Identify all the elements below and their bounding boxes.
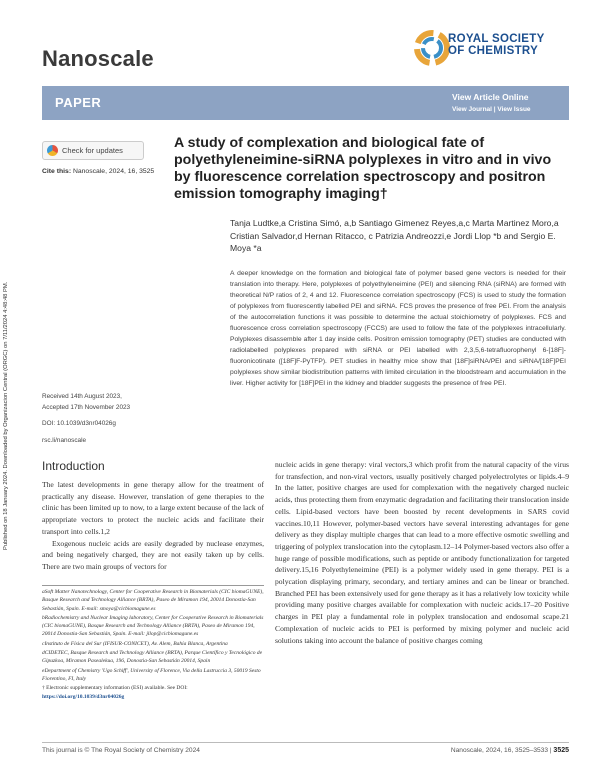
footer-citation [420, 747, 569, 754]
author-list: Tanja Ludtke,a Cristina Simó, a,b Santiago Gimenez Reyes,a,c Marta Martinez Moro,a Cristian Salvador,d Hernan Ritacco, c Patrizia Andreozzi,e Jordi Llop *b and Sergio E. Moya *a [230, 218, 559, 254]
esi-text: † Electronic supplementary information (ESI) available. See DOI: [42, 685, 188, 692]
published-sidebar [0, 130, 12, 550]
crossmark-icon [47, 145, 58, 156]
view-journal-issue-links[interactable]: View Journal | View Issue [452, 106, 531, 113]
publisher-line-2: OF CHEMISTRY [448, 45, 539, 57]
check-for-updates-button[interactable] [42, 141, 144, 160]
article-type-label: PAPER [55, 95, 102, 110]
footer-divider [42, 742, 569, 743]
intro-paragraph-2: Exogenous nucleic acids are easily degraded by nuclease enzymes, and being negatively charged, they are not easily taken up by cells. There are two main groups of vectors for [42, 538, 264, 571]
intro-left-column [42, 479, 264, 573]
section-heading-introduction: Introduction [42, 459, 105, 473]
affiliation-footnotes [42, 588, 264, 702]
journal-site-link[interactable]: rsc.li/nanoscale [42, 436, 87, 444]
footnote-a: aSoft Matter Nanotechnology, Center for Cooperative Research in Biomaterials (CIC biomaGUNE), Basque Research and Technology Alliance (BRTA), Paseo de Miramon 194, 20014 Donostia-San Sebastián, Spain. E-mail: smoya@cicbiomagune.es [42, 589, 264, 612]
publisher-name [448, 33, 545, 57]
article-doi[interactable]: DOI: 10.1039/d3nr04026g [42, 420, 116, 427]
journal-title: Nanoscale [42, 46, 154, 71]
published-note: Published on 18 January 2024. Downloaded by Organizacion Central (ORGC) on 7/11/2024 4:48:48 PM. [3, 281, 9, 550]
footnote-d: dCIDETEC, Basque Research and Technology Alliance (BRTA), Parque Científico y Tecnológico de Gipuzkoa, Miramon Pasealekua, 196, Donostia-San Sebastián 20014, Spain [42, 650, 263, 665]
citation [42, 168, 154, 175]
esi-footnote [42, 684, 264, 701]
abstract: A deeper knowledge on the formation and biological fate of polymer based gene vectors is needed for their translation into therapy. Here, polyplexes of polyethyleneimine (PEI) and silencing RNA (siRNA) are formed with theoretical N/P ratios of 2, 4 and 12. Fluorescence correlation spectroscopy (FCS) is used to study the formation of polyplexes from fluorescently labelled PEI and siRNA. FCS proves the presence of free PEI. From the analysis of the autocorrelation functions it was possible to determine the actual stoichiometry of polyplexes. FCS and fluorescence cross correlation spectroscopy (FCCS) are used to follow the fate of the polyplexes intracellularly. Polyplexes disassemble after 1 day inside cells. Positron emission tomography (PET) studies are conducted with radiolabelled polyplexes prepared with siRNA or PEI labelled with 2,3,5,6-tetrafluorophenyl 6-[18F]-fluoronicotinate ([18F]F-PyTFP). PET studies in healthy mice show that [18F]siRNA/PEI and siRNA/[18F]PEI polyplexes show similar biodistribution patterns with limited circulation in the bloodstream and accumulation in the liver. Higher activity for [18F]PEI in the kidney and bladder suggests the presence of free PEI. [230, 270, 566, 388]
received-date: Received 14th August 2023, [42, 393, 122, 400]
footnote-divider [42, 585, 264, 586]
citation-text: Nanoscale, 2024, 16, 3525 [72, 168, 155, 175]
footnote-e: eDepartment of Chemistry 'Ugo Schiff', University of Florence, Via della Lastruccia 3, 50019 Sesto Fiorentino, FI, Italy [42, 667, 261, 682]
footer-copyright: This journal is © The Royal Society of Chemistry 2024 [42, 747, 200, 754]
check-for-updates-label: Check for updates [62, 146, 123, 155]
intro-paragraph-3: nucleic acids in gene therapy: viral vectors,3 which profit from the natural capacity of the virus for transfection, and non-viral vectors, usually positively charged polyelectrolytes or lipids.4–9 In the latter, positive charges are used for complexation with the negatively charged nucleic acids, thus protecting them from enzymatic degradation and facilitating their translocation inside cells. Lipid-based vectors have been boosted by recent developments in SARS covid vaccines.10,11 However, polymer-based vectors have several interesting advantages for gene delivery as they display multiple charges that can lead to a more effective osmotic swelling and triggering of polyplex translocation into the cytoplasm.12–14 Polymer-based vectors also offer a huge range of possible modifications, such as peptide or antibody functionalization for targeted delivery.15,16 Polyethyleneimine (PEI) is a polymer widely used in gene therapy. PEI is a polycation displaying primary, secondary, and tertiary amines and can be linear or branched. Branched PEI has been extensively used for gene therapy as it has a relatively low toxicity while providing many positive charges available for complexation with nucleic acids.17–20 Positive charges in PEI play a fundamental role in polyplex translocation and endosomal scape.21 Complexation of nucleic acids to PEI is performed by mixing polymer and nucleic acid solutions taking into account the balance of positive charges coming [275, 460, 569, 645]
view-article-online-link[interactable]: View Article Online [452, 92, 529, 102]
footnote-c: cInstituto de Física del Sur (IFISUR-CONICET), Av. Alem, Bahía Blanca, Argentina [42, 640, 228, 647]
article-title: A study of complexation and biological fate of polyethyleneimine-siRNA polyplexes in vitro and in vivo by fluorescence correlation spectroscopy and positron emission tomography imaging† [174, 135, 552, 202]
intro-right-column [275, 459, 569, 646]
citation-prefix: Cite this: [42, 168, 72, 175]
page-number: 3525 [553, 747, 569, 754]
publisher-line-1: ROYAL SOCIETY [448, 33, 545, 45]
article-history [42, 392, 130, 446]
footnote-b: bRadiochemistry and Nuclear Imaging laboratory, Center for Cooperative Research in Biomaterials (CIC biomaGUNE), Basque Research and Technology Alliance (BRTA), Paseo de Miramon 194, 20014 Donostia-San Sebastián, Spain. E-mail: jllop@cicbiomagune.es [42, 614, 264, 638]
intro-paragraph-1: The latest developments in gene therapy allow for the treatment of practically any disease. However, translation of gene therapies to the clinic has been limited up to now, to a large extent because of the lack of appropriate vectors to protect the nucleic acids and facilitate their transport into cells.1,2 [42, 480, 264, 536]
accepted-date: Accepted 17th November 2023 [42, 403, 131, 411]
esi-doi-link[interactable]: https://doi.org/10.1039/d3nr04026g [42, 693, 125, 700]
footer-citation-text: Nanoscale, 2024, 16, 3525–3533 | [450, 747, 552, 754]
